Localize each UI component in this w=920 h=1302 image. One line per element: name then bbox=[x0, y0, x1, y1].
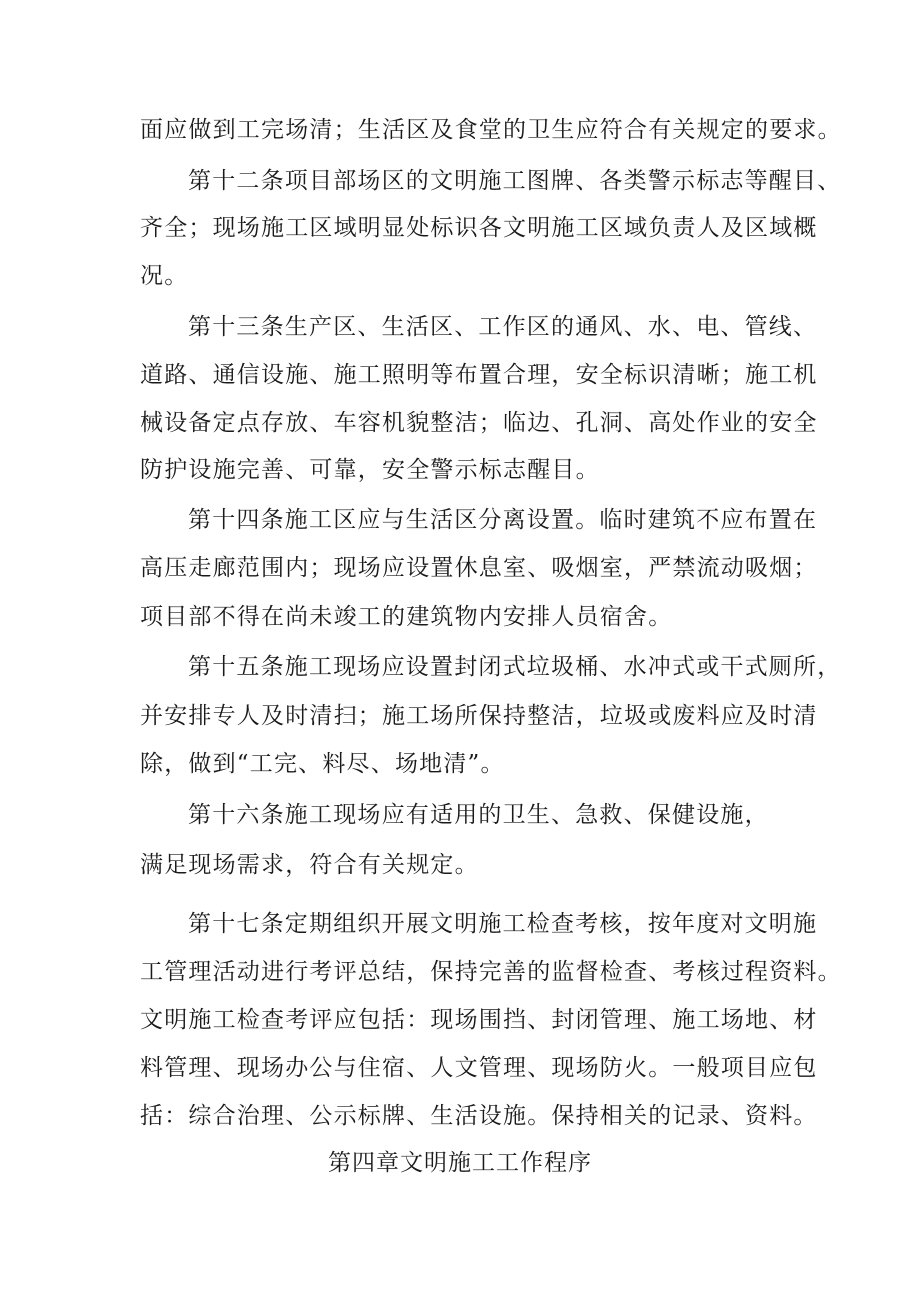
text-line: 满足现场需求，符合有关规定。 bbox=[140, 852, 479, 878]
text-line: 工管理活动进行考评总结，保持完善的监督检查、考核过程资料。 bbox=[140, 959, 842, 985]
text-line: 齐全；现场施工区域明显处标识各文明施工区域负责人及区域概 bbox=[140, 215, 818, 241]
text-line: 第十三条生产区、生活区、工作区的通风、水、电、管线、 bbox=[188, 314, 818, 340]
text-line: 况。 bbox=[140, 263, 189, 289]
text-line: 第十四条施工区应与生活区分离设置。临时建筑不应布置在 bbox=[188, 507, 818, 533]
text-line: 高压走廊范围内；现场应设置休息室、吸烟室，严禁流动吸烟； bbox=[140, 555, 818, 581]
text-line: 械设备定点存放、车容机貌整洁；临边、孔洞、高处作业的安全 bbox=[140, 410, 818, 436]
text-line: 防护设施完善、可靠，安全警示标志醒目。 bbox=[140, 457, 600, 483]
text-line: 第十五条施工现场应设置封闭式垃圾桶、水冲式或干式厕所， bbox=[188, 654, 842, 680]
text-line: 并安排专人及时清扫；施工场所保持整洁，垃圾或废料应及时清 bbox=[140, 703, 818, 729]
text-line: 第十二条项目部场区的文明施工图牌、各类警示标志等醒目、 bbox=[188, 168, 842, 194]
text-line: 第十六条施工现场应有适用的卫生、急救、保健设施， bbox=[188, 802, 769, 828]
text-line: 料管理、现场办公与住宿、人文管理、现场防火。一般项目应包 bbox=[140, 1055, 818, 1081]
text-line: 道路、通信设施、施工照明等布置合理，安全标识清晰；施工机 bbox=[140, 362, 818, 388]
text-line: 括：综合治理、公示标牌、生活设施。保持相关的记录、资料。 bbox=[140, 1103, 818, 1129]
chapter-heading: 第四章文明施工工作程序 bbox=[328, 1150, 592, 1176]
text-line: 面应做到工完场清；生活区及食堂的卫生应符合有关规定的要求。 bbox=[140, 117, 842, 143]
text-line: 项目部不得在尚未竣工的建筑物内安排人员宿舍。 bbox=[140, 604, 673, 630]
text-line: 文明施工检查考评应包括：现场围挡、封闭管理、施工场地、材 bbox=[140, 1007, 818, 1033]
text-line: 第十七条定期组织开展文明施工检查考核，按年度对文明施 bbox=[188, 911, 818, 937]
text-line: 除，做到“工完、料尽、场地清”。 bbox=[140, 751, 505, 777]
